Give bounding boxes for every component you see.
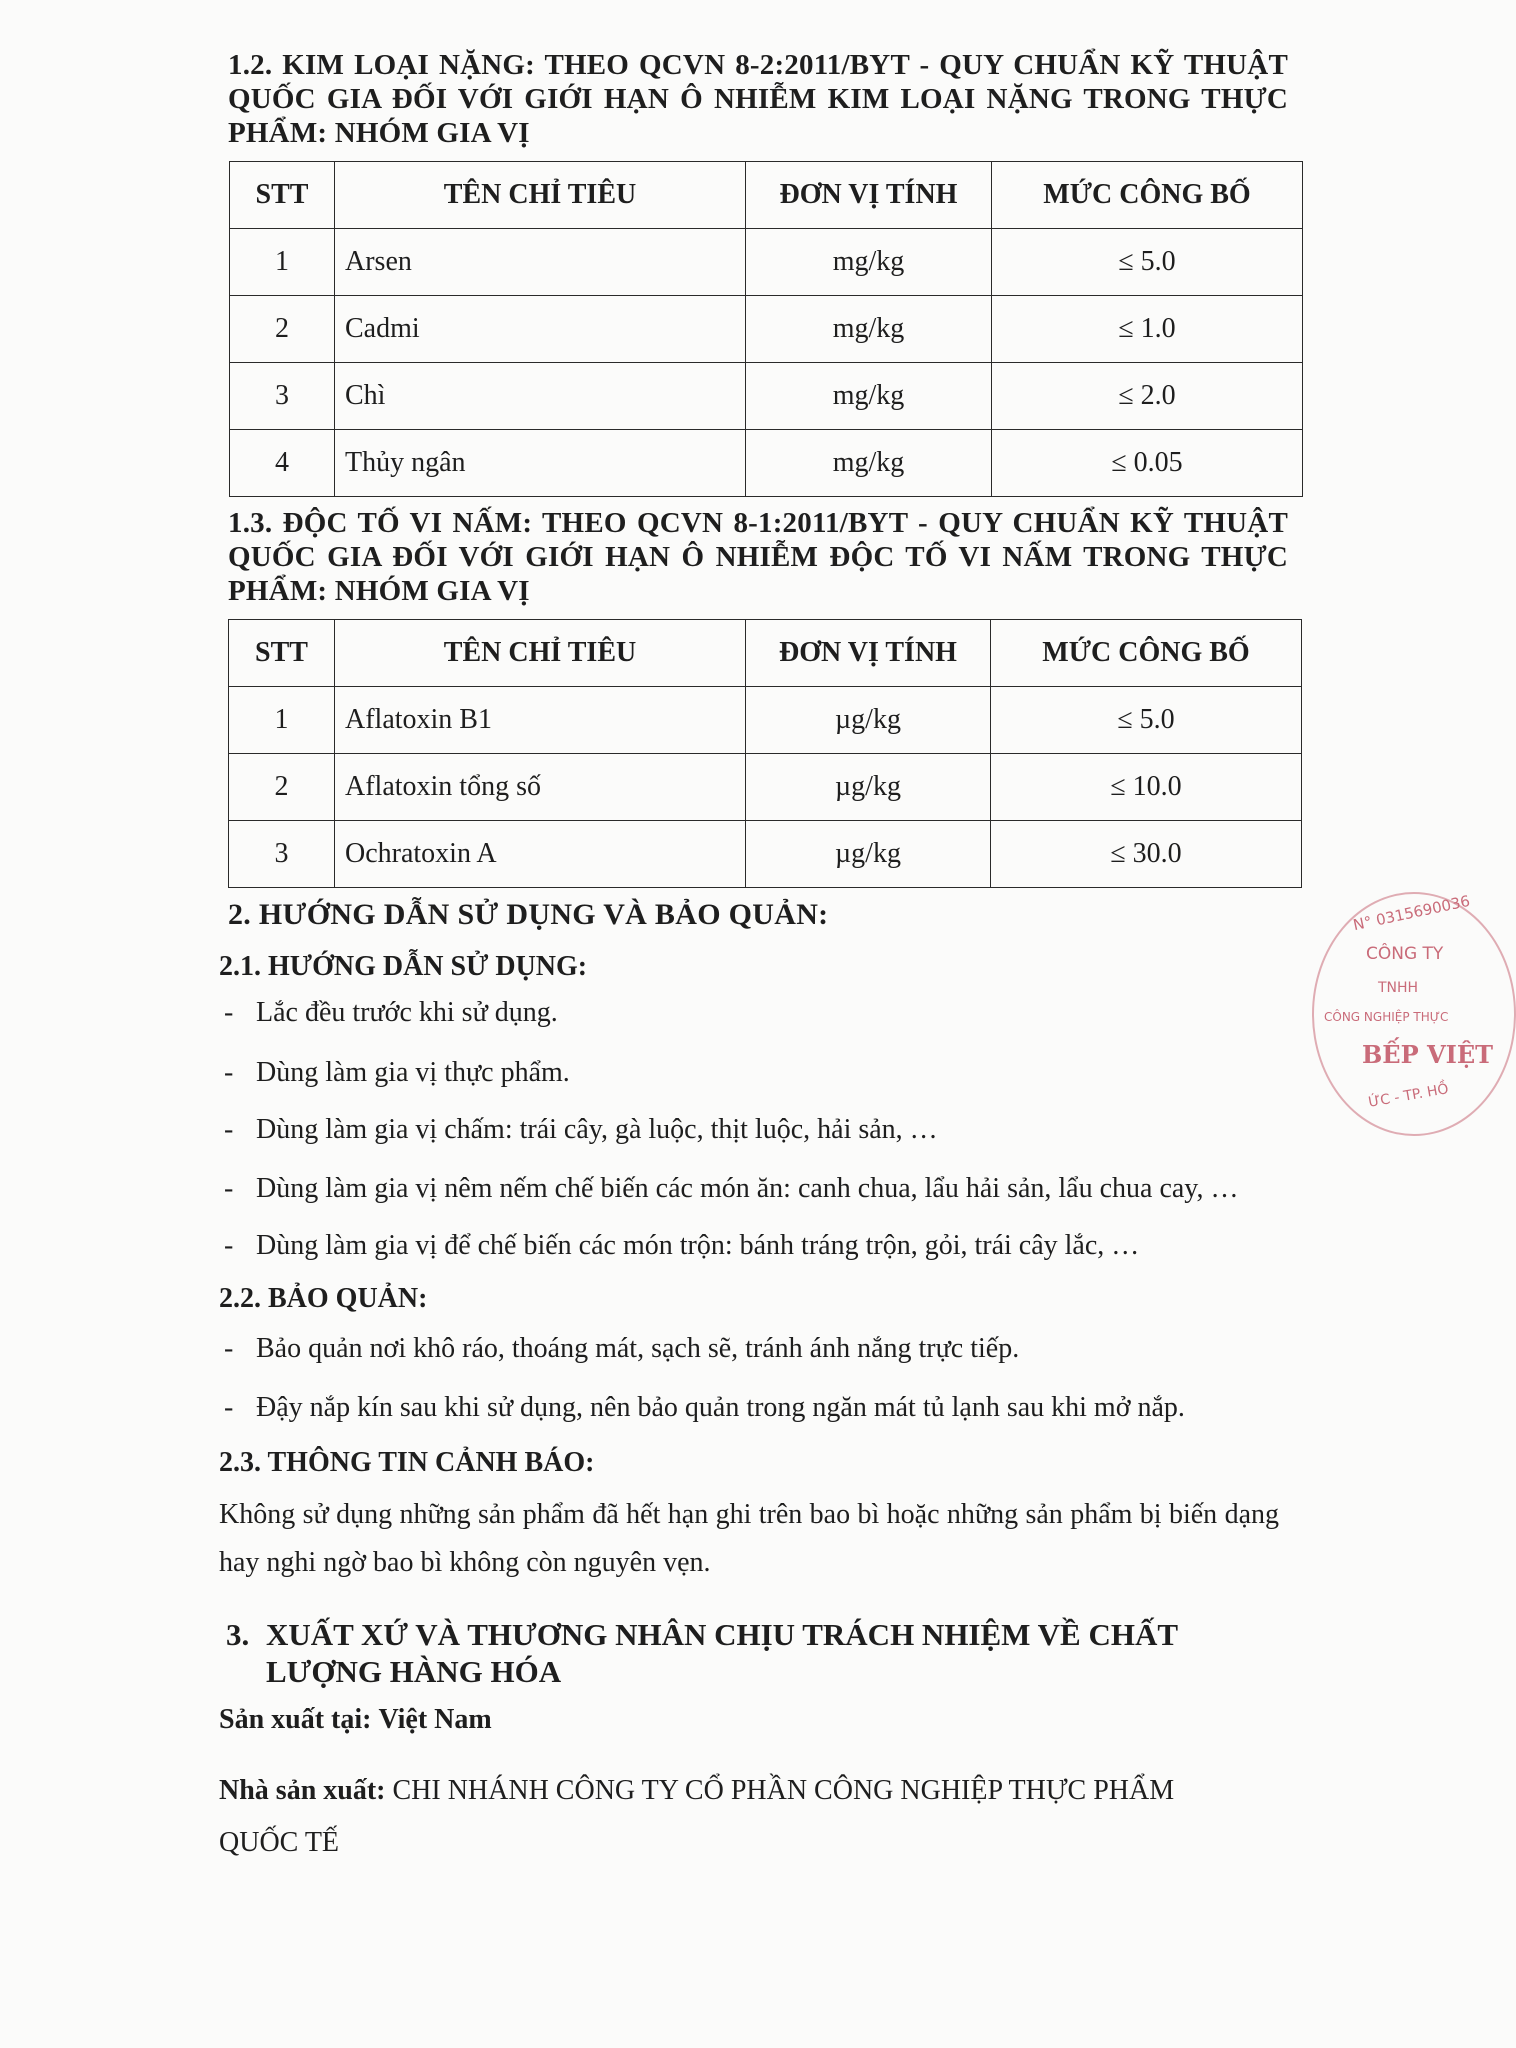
origin-label: Sản xuất tại: (219, 1704, 372, 1735)
cell-name: Aflatoxin B1 (335, 687, 746, 754)
cell-unit: mg/kg (746, 296, 992, 363)
stamp-line-company: CÔNG TY (1366, 944, 1444, 964)
cell-unit: mg/kg (746, 363, 992, 430)
cell-value: ≤ 10.0 (991, 754, 1302, 821)
section-1-2-title: 1.2. KIM LOẠI NẶNG: THEO QCVN 8-2:2011/BYT - QUY CHUẨN KỸ THUẬT QUỐC GIA ĐỐI VỚI GIỚI HẠN Ô NHIỄM KIM LOẠI NẶNG TRONG THỰC PHẨM: NHÓM GIA VỊ (228, 49, 1288, 149)
header-value: MỨC CÔNG BỐ (991, 620, 1302, 687)
cell-stt: 1 (230, 229, 335, 296)
header-stt: STT (229, 620, 335, 687)
cell-unit: µg/kg (746, 821, 991, 888)
cell-name: Ochratoxin A (335, 821, 746, 888)
cell-stt: 3 (230, 363, 335, 430)
cell-unit: mg/kg (746, 430, 992, 497)
cell-name: Chì (335, 363, 746, 430)
section-3-title-line1: XUẤT XỨ VÀ THƯƠNG NHÂN CHỊU TRÁCH NHIỆM VỀ CHẤT (266, 1617, 1179, 1652)
section-3-title (226, 1616, 1284, 1690)
stamp-number: N° 0315690036 (1351, 891, 1472, 935)
list-item: - Dùng làm gia vị thực phẩm. (224, 1057, 570, 1088)
table-row (229, 754, 1302, 821)
header-unit: ĐƠN VỊ TÍNH (746, 162, 992, 229)
cell-stt: 1 (229, 687, 335, 754)
cell-stt: 4 (230, 430, 335, 497)
cell-value: ≤ 2.0 (992, 363, 1303, 430)
table-header-row (230, 162, 1303, 229)
list-item: - Lắc đều trước khi sử dụng. (224, 997, 558, 1028)
cell-stt: 2 (229, 754, 335, 821)
cell-value: ≤ 1.0 (992, 296, 1303, 363)
table-row (230, 430, 1303, 497)
cell-unit: µg/kg (746, 687, 991, 754)
list-item: - Dùng làm gia vị chấm: trái cây, gà luộc, thịt luộc, hải sản, … (224, 1114, 938, 1145)
maker-value: CHI NHÁNH CÔNG TY CỔ PHẦN CÔNG NGHIỆP THỰC PHẨM (392, 1775, 1175, 1806)
cell-value: ≤ 30.0 (991, 821, 1302, 888)
maker-label: Nhà sản xuất: (219, 1775, 386, 1806)
section-2-title: 2. HƯỚNG DẪN SỬ DỤNG VÀ BẢO QUẢN: (228, 898, 829, 931)
header-unit: ĐƠN VỊ TÍNH (746, 620, 991, 687)
cell-unit: µg/kg (746, 754, 991, 821)
origin-value: Việt Nam (378, 1704, 492, 1735)
stamp-line-brand: BẾP VIỆT (1362, 1040, 1493, 1069)
table-row (229, 821, 1302, 888)
cell-name: Arsen (335, 229, 746, 296)
table-row (230, 296, 1303, 363)
list-item: - Đậy nắp kín sau khi sử dụng, nên bảo quản trong ngăn mát tủ lạnh sau khi mở nắp. (224, 1392, 1185, 1423)
section-2-1-title: 2.1. HƯỚNG DẪN SỬ DỤNG: (219, 951, 588, 982)
section-2-2-title: 2.2. BẢO QUẢN: (219, 1283, 428, 1314)
cell-name: Aflatoxin tổng số (335, 754, 746, 821)
section-3-title-line2: LƯỢNG HÀNG HÓA (266, 1654, 562, 1689)
cell-value: ≤ 5.0 (992, 229, 1303, 296)
cell-value: ≤ 5.0 (991, 687, 1302, 754)
heavy-metals-table (229, 161, 1303, 497)
table-header-row (229, 620, 1302, 687)
stamp-line-tnhh: TNHH (1378, 980, 1419, 996)
cell-name: Thủy ngân (335, 430, 746, 497)
section-2-3-title: 2.3. THÔNG TIN CẢNH BÁO: (219, 1447, 595, 1478)
header-name: TÊN CHỈ TIÊU (335, 620, 746, 687)
list-item: - Dùng làm gia vị để chế biến các món trộn: bánh tráng trộn, gỏi, trái cây lắc, … (224, 1230, 1140, 1261)
cell-unit: mg/kg (746, 229, 992, 296)
mycotoxin-table (228, 619, 1302, 888)
list-item: - Bảo quản nơi khô ráo, thoáng mát, sạch sẽ, tránh ánh nắng trực tiếp. (224, 1333, 1020, 1364)
header-stt: STT (230, 162, 335, 229)
warning-text: Không sử dụng những sản phẩm đã hết hạn ghi trên bao bì hoặc những sản phẩm bị biến dạng hay nghi ngờ bao bì không còn nguyên vẹn. (219, 1499, 1279, 1578)
table-row (230, 229, 1303, 296)
maker-line (219, 1775, 1174, 1807)
cell-stt: 2 (230, 296, 335, 363)
cell-stt: 3 (229, 821, 335, 888)
section-1-3-title: 1.3. ĐỘC TỐ VI NẤM: THEO QCVN 8-1:2011/BYT - QUY CHUẨN KỸ THUẬT QUỐC GIA ĐỐI VỚI GIỚI HẠN Ô NHIỄM ĐỘC TỐ VI NẤM TRONG THỰC PHẨM: NHÓM GIA VỊ (228, 507, 1288, 607)
stamp-line-industry: CÔNG NGHIỆP THỰC (1324, 1010, 1449, 1024)
company-stamp (1312, 892, 1512, 1132)
table-row (230, 363, 1303, 430)
table-row (229, 687, 1302, 754)
section-3-number: 3. (226, 1617, 250, 1652)
list-item: - Dùng làm gia vị nêm nếm chế biến các món ăn: canh chua, lẩu hải sản, lẩu chua cay, … (224, 1173, 1239, 1204)
header-value: MỨC CÔNG BỐ (992, 162, 1303, 229)
cell-name: Cadmi (335, 296, 746, 363)
maker-line-2: QUỐC TẾ (219, 1827, 340, 1858)
origin-line (219, 1704, 492, 1736)
header-name: TÊN CHỈ TIÊU (335, 162, 746, 229)
cell-value: ≤ 0.05 (992, 430, 1303, 497)
stamp-line-city: ỨC - TP. HỒ (1367, 1081, 1450, 1111)
